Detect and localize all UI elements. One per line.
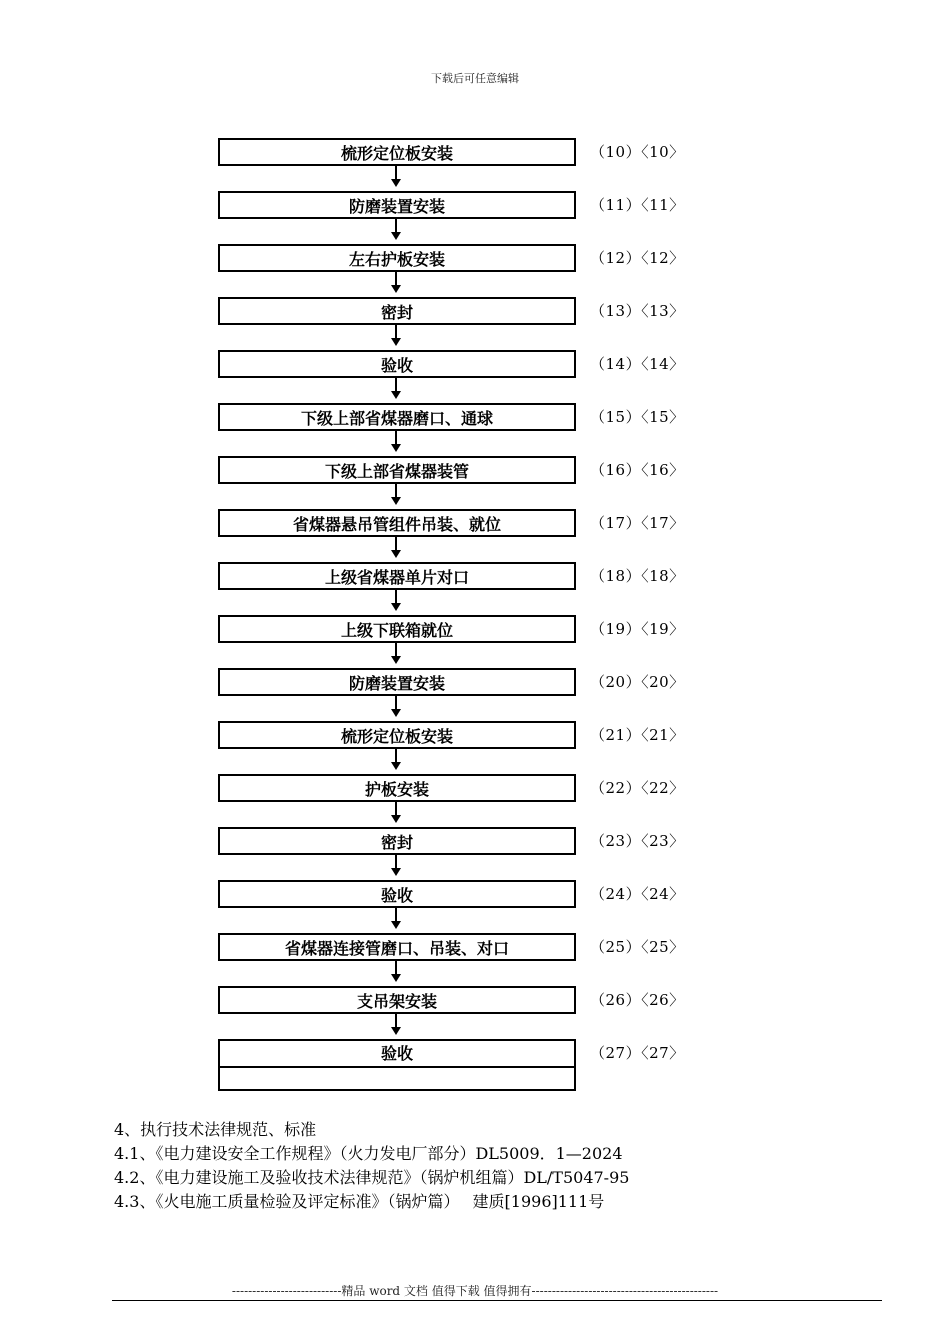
flow-step-label: 密封: [380, 302, 413, 322]
flow-step-label: 省煤器悬吊管组件吊装、就位: [292, 514, 501, 534]
down-arrow-icon: [395, 855, 397, 877]
flow-step-label: 支吊架安装: [356, 991, 437, 1011]
flow-step-number: （26）〈26〉: [590, 991, 685, 1009]
flow-step-label: 验收: [380, 355, 413, 375]
flow-step-box: [218, 1039, 576, 1091]
flow-step-number: （23）〈23〉: [590, 832, 685, 850]
flow-step-box: [218, 721, 576, 749]
flow-step-number: （22）〈22〉: [590, 779, 685, 797]
flow-step-number: （11）〈11〉: [590, 196, 685, 214]
flow-step-box: [218, 774, 576, 802]
flow-step-number: （24）〈24〉: [590, 885, 685, 903]
footer-text: ---------------------------精品 word 文档 值得下载 值得拥有----------------------------------------------: [231, 1284, 719, 1298]
flow-step-box: [218, 668, 576, 696]
standards-heading: 4、执行技术法律规范、标准: [114, 1120, 317, 1139]
down-arrow-icon: [395, 272, 397, 294]
flow-step-box: [218, 350, 576, 378]
flow-step-label: 下级上部省煤器装管: [324, 461, 469, 481]
flow-step-box: [218, 191, 576, 219]
down-arrow-icon: [395, 802, 397, 824]
standard-item: 4.3、《火电施工质量检验及评定标准》（锅炉篇） 建质[1996]111号: [114, 1192, 605, 1211]
down-arrow-icon: [395, 378, 397, 400]
flow-step-label: 密封: [380, 832, 413, 852]
flow-step-number: （19）〈19〉: [590, 620, 685, 638]
flow-step-number: （13）〈13〉: [590, 302, 685, 320]
flow-step-label: 验收: [380, 1044, 413, 1063]
down-arrow-icon: [395, 484, 397, 506]
down-arrow-icon: [395, 431, 397, 453]
flow-step-box: [218, 403, 576, 431]
flow-step-label: 梳形定位板安装: [340, 143, 453, 163]
flow-step-box: [218, 138, 576, 166]
footer-rule: [112, 1300, 882, 1301]
down-arrow-icon: [395, 1014, 397, 1036]
page-header-note: 下载后可任意编辑: [431, 72, 519, 85]
flow-step-box: [218, 244, 576, 272]
down-arrow-icon: [395, 325, 397, 347]
flow-step-label: 下级上部省煤器磨口、通球: [300, 408, 493, 428]
down-arrow-icon: [395, 537, 397, 559]
flow-step-box: [218, 297, 576, 325]
down-arrow-icon: [395, 908, 397, 930]
flow-step-label: 梳形定位板安装: [340, 726, 453, 746]
flow-step-box: [218, 827, 576, 855]
flow-step-box: [218, 509, 576, 537]
flow-step-number: （15）〈15〉: [590, 408, 685, 426]
flow-step-number: （25）〈25〉: [590, 938, 685, 956]
flow-step-label: 防磨装置安装: [348, 673, 445, 693]
flow-step-label: 验收: [380, 885, 413, 905]
flow-step-box: [218, 456, 576, 484]
flow-step-label: 防磨装置安装: [348, 196, 445, 216]
flow-step-number: （10）〈10〉: [590, 143, 685, 161]
down-arrow-icon: [395, 749, 397, 771]
flow-step-box: [218, 615, 576, 643]
flow-step-number: （27）〈27〉: [590, 1044, 685, 1062]
flow-step-number: （12）〈12〉: [590, 249, 685, 267]
down-arrow-icon: [395, 643, 397, 665]
down-arrow-icon: [395, 696, 397, 718]
flow-step-number: （14）〈14〉: [590, 355, 685, 373]
down-arrow-icon: [395, 219, 397, 241]
flow-step-label: 护板安装: [364, 779, 429, 799]
flow-step-label: 左右护板安装: [348, 249, 445, 269]
flow-step-box: [218, 933, 576, 961]
flow-step-label: 上级下联箱就位: [340, 620, 453, 640]
flow-step-box: [218, 562, 576, 590]
down-arrow-icon: [395, 166, 397, 188]
flow-step-label: 省煤器连接管磨口、吊装、对口: [284, 938, 509, 958]
flow-step-box: [218, 880, 576, 908]
flow-step-number: （20）〈20〉: [590, 673, 685, 691]
flow-step-number: （18）〈18〉: [590, 567, 685, 585]
standard-item: 4.2、《电力建设施工及验收技术法律规范》（锅炉机组篇）DL/T5047-95: [114, 1168, 630, 1187]
box-divider: [220, 1066, 574, 1068]
down-arrow-icon: [395, 961, 397, 983]
down-arrow-icon: [395, 590, 397, 612]
flow-step-label: 上级省煤器单片对口: [324, 567, 469, 587]
flow-step-box: [218, 986, 576, 1014]
standards-section: [114, 1118, 629, 1214]
flow-step-number: （21）〈21〉: [590, 726, 685, 744]
flow-step-number: （17）〈17〉: [590, 514, 685, 532]
standard-item: 4.1、《电力建设安全工作规程》（火力发电厂部分）DL5009．1—2024: [114, 1144, 623, 1163]
flow-step-number: （16）〈16〉: [590, 461, 685, 479]
